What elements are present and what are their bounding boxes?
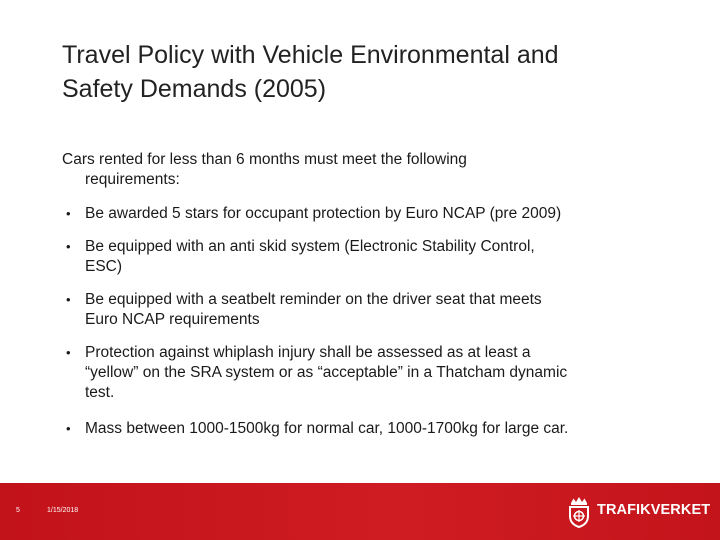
trafikverket-logo xyxy=(566,496,711,528)
bullet-list-1 xyxy=(66,204,666,224)
bullet-item-2 xyxy=(66,237,666,277)
crown-shield-icon xyxy=(566,496,592,528)
bullet-3-line-1: Be equipped with a seatbelt reminder on the driver seat that meets xyxy=(85,291,542,308)
logo-text: TRAFIKVERKET xyxy=(597,502,711,518)
slide-title-line-1: Travel Policy with Vehicle Environmental and xyxy=(62,41,559,69)
slide-title-line-2: Safety Demands (2005) xyxy=(62,75,327,103)
bullet-item-4 xyxy=(66,343,666,403)
bullet-2-line-1: Be equipped with an anti skid system (Electronic Stability Control, xyxy=(85,238,535,255)
footer-bar xyxy=(0,483,720,540)
bullet-2-line-2: ESC) xyxy=(85,258,123,275)
bullet-4-line-2: “yellow” on the SRA system or as “acceptable” in a Thatcham dynamic xyxy=(85,364,568,381)
bullet-item-3 xyxy=(66,290,666,330)
bullet-1-line-1: Be awarded 5 stars for occupant protection by Euro NCAP (pre 2009) xyxy=(85,205,562,222)
intro-text xyxy=(62,150,622,190)
page-number: 5 xyxy=(16,507,20,514)
bullet-list-4 xyxy=(66,343,666,403)
bullet-list-2 xyxy=(66,237,666,277)
intro-line-1: Cars rented for less than 6 months must meet the following xyxy=(62,151,467,168)
bullet-list-5 xyxy=(66,419,666,439)
intro-line-2: requirements: xyxy=(85,171,180,188)
bullet-list-3 xyxy=(66,290,666,330)
bullet-3-line-2: Euro NCAP requirements xyxy=(85,311,260,328)
bullet-5-line-1: Mass between 1000-1500kg for normal car, 1000-1700kg for large car. xyxy=(85,420,569,437)
footer-date: 1/15/2018 xyxy=(47,507,79,514)
bullet-4-line-1: Protection against whiplash injury shall be assessed as at least a xyxy=(85,344,531,361)
bullet-item-1 xyxy=(66,204,666,224)
slide-title xyxy=(62,38,662,106)
bullet-item-5 xyxy=(66,419,666,439)
bullet-4-line-3: test. xyxy=(85,384,115,401)
